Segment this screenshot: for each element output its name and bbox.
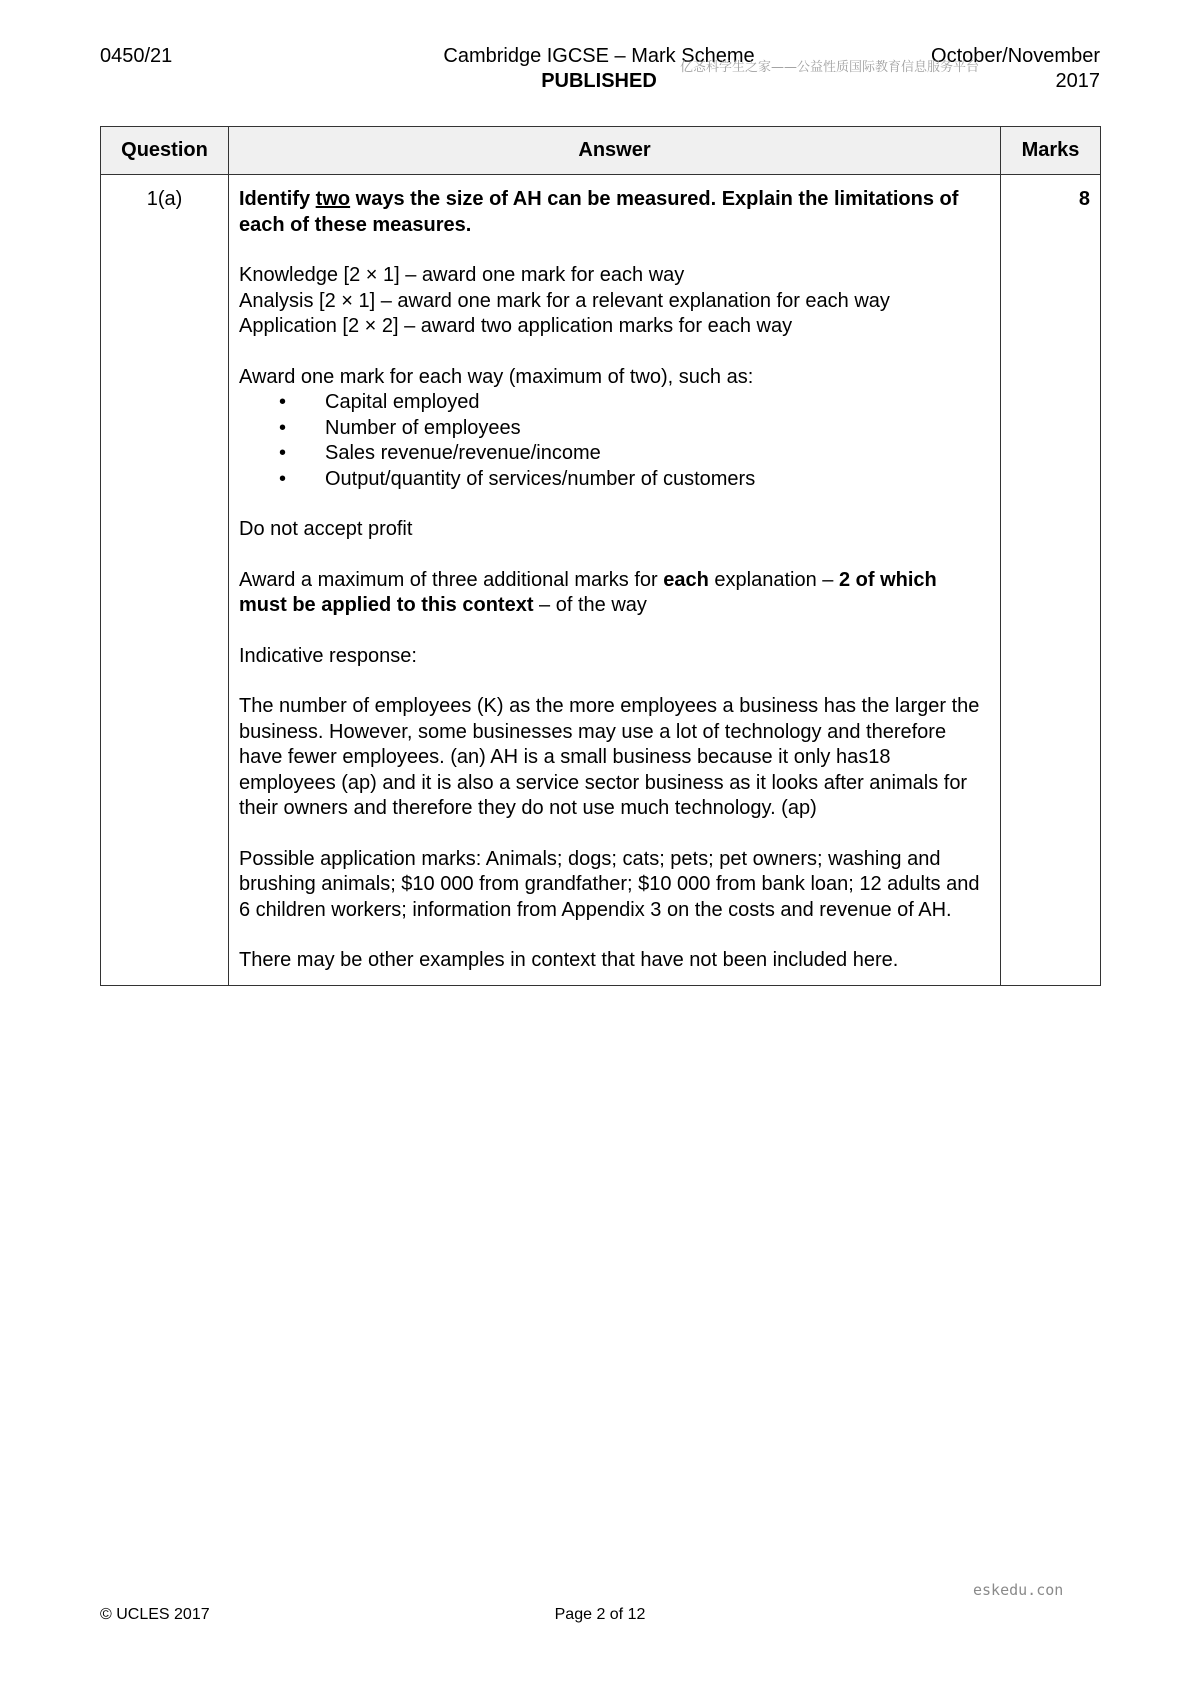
list-item: • Capital employed [239,390,990,416]
answer-column-header: Answer [229,127,1001,175]
document-title: Cambridge IGCSE – Mark Scheme [443,45,755,67]
page-number: Page 2 of 12 [554,1606,646,1623]
mark-scheme-table [100,126,1101,986]
list-item: • Output/quantity of services/number of customers [239,467,990,493]
bullet-icon: • [279,467,287,490]
marking-criteria [239,263,990,340]
ways-intro: Award one mark for each way (maximum of two), such as: [239,365,754,388]
question-prompt: Identify two ways the size of AH can be measured. Explain the limitations of each of these measures. [239,188,959,236]
paper-code: 0450/21 [100,45,173,67]
ways-list [239,390,990,492]
published-label: PUBLISHED [541,70,657,92]
list-item: • Number of employees [239,416,990,442]
answer-cell [229,175,1001,986]
application-marks: Possible application marks: Animals; dogs; cats; pets; pet owners; washing and brushing animals; $10 000 from grandfather; $10 000 from bank loan; 12 adults and 6 children workers; information from Appendix 3 on the costs and revenue of AH. [239,847,980,921]
marks-value: 8 [1001,175,1101,986]
indicative-response: The number of employees (K) as the more employees a business has the larger the business. However, some businesses may use a lot of technology and therefore have fewer employees. (an) AH is a small business because it only has18 employees (ap) and it is also a service sector business as it looks after animals for their owners and therefore they do not use much technology. (ap) [239,695,980,819]
site-watermark: eskedu.con [973,1581,1064,1599]
table-header-row [101,127,1101,175]
list-item: • Sales revenue/revenue/income [239,441,990,467]
bullet-icon: • [279,391,287,413]
watermark-text: 亿忞科学生之家——公益性质国际教育信息服务平台 [680,60,980,75]
question-column-header: Question [101,127,229,175]
indicative-label: Indicative response: [239,644,417,667]
emphasis-two: two [315,188,351,210]
copyright-footer: © UCLES 2017 [100,1606,210,1623]
additional-marks-note: Award a maximum of three additional marks for each explanation – 2 of which must be applied to this context – of the way [239,568,937,616]
criteria-knowledge: Knowledge [2 × 1] – award one mark for each way [239,264,685,286]
exam-session: October/November [931,45,1100,67]
criteria-analysis: Analysis [2 × 1] – award one mark for a relevant explanation for each way [239,289,890,312]
exam-year: 2017 [1055,70,1100,92]
question-number: 1(a) [101,175,229,986]
other-examples-note: There may be other examples in context that have not been included here. [239,949,899,971]
bullet-icon: • [279,416,287,439]
table-row [101,175,1101,986]
marks-column-header: Marks [1001,127,1101,175]
bullet-icon: • [279,442,287,464]
criteria-application: Application [2 × 2] – award two application marks for each way [239,315,793,337]
reject-note: Do not accept profit [239,518,413,540]
